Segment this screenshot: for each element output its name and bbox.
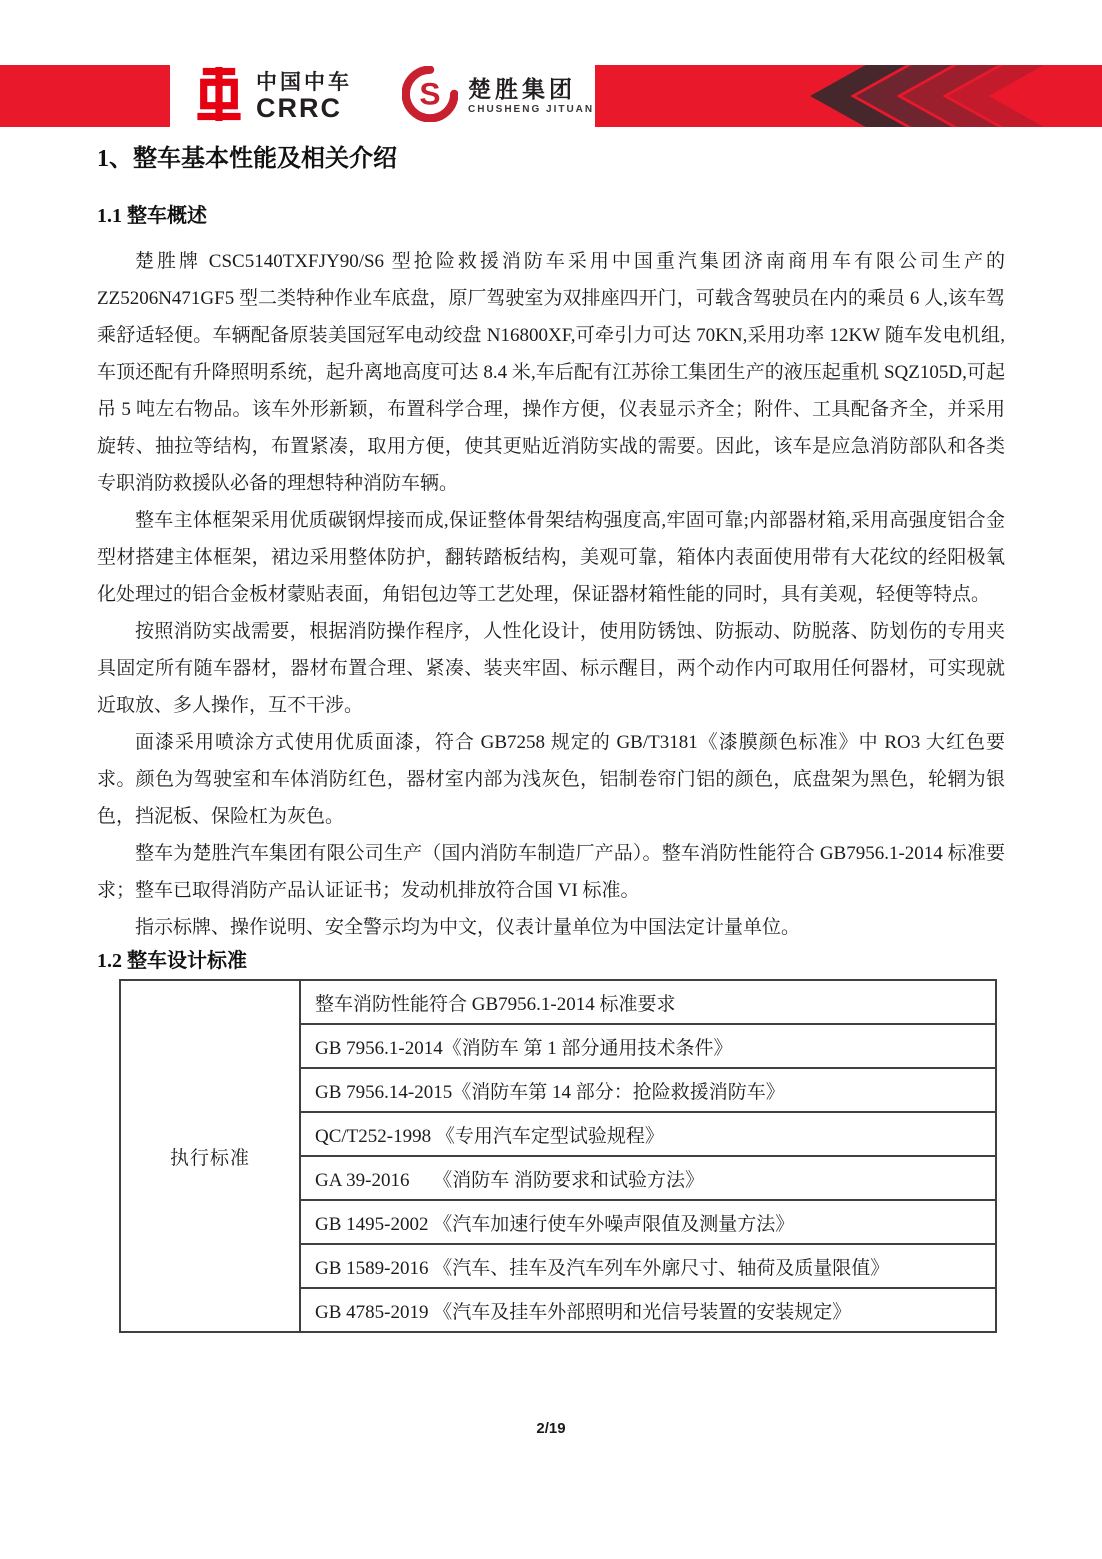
table-cell: QC/T252-1998 《专用汽车定型试验规程》: [300, 1112, 996, 1156]
table-cell: 整车消防性能符合 GB7956.1-2014 标准要求: [300, 980, 996, 1024]
standards-table: [119, 979, 997, 1333]
body-paragraph: 整车主体框架采用优质碳钢焊接而成,保证整体骨架结构强度高,牢固可靠;内部器材箱,采用高强度铝合金型材搭建主体框架，裙边采用整体防护，翻转踏板结构，美观可靠，箱体内表面使用带有大花纹的经阳极氧化处理过的铝合金板材蒙贴表面，角铝包边等工艺处理，保证器材箱性能的同时，具有美观，轻便等特点。: [97, 510, 1005, 605]
table-row-header: 执行标准: [120, 980, 300, 1332]
body-paragraph: 楚胜牌 CSC5140TXFJY90/S6 型抢险救援消防车采用中国重汽集团济南商用车有限公司生产的 ZZ5206N471GF5 型二类特种作业车底盘，原厂驾驶室为双排座四开门，可载含驾驶员在内的乘员 6 人,该车驾乘舒适轻便。车辆配备原装美国冠军电动绞盘 N16800XF,可牵引力可达 70KN,采用功率 12KW 随车发电机组,车顶还配有升降照明系统，起升离地高度可达 8.4 米,车后配有江苏徐工集团生产的液压起重机 SQZ105D,可起吊 5 吨左右物品。该车外形新颖，布置科学合理，操作方便，仪表显示齐全；附件、工具配备齐全，并采用旋转、抽拉等结构，布置紧凑，取用方便，使其更贴近消防实战的需要。因此，该车是应急消防部队和各类专职消防救援队必备的理想特种消防车辆。: [97, 251, 1005, 494]
section-heading-1-2: 1.2 整车设计标准: [97, 950, 247, 972]
section-heading-1-1: 1.1 整车概述: [97, 205, 207, 227]
body-paragraph: 指示标牌、操作说明、安全警示均为中文，仪表计量单位为中国法定计量单位。: [135, 917, 801, 938]
table-cell: GB 1495-2002 《汽车加速行使车外噪声限值及测量方法》: [300, 1200, 996, 1244]
chusheng-logo-icon: [402, 66, 458, 127]
page-number: 2/19: [536, 1420, 566, 1437]
table-cell: GB 7956.1-2014《消防车 第 1 部分通用技术条件》: [300, 1024, 996, 1068]
table-cell: GB 7956.14-2015《消防车第 14 部分：抢险救援消防车》: [300, 1068, 996, 1112]
crrc-logo-text-zh: 中国中车: [256, 70, 352, 94]
header-red-bar-right: [595, 65, 1102, 127]
table-row: [120, 980, 996, 1024]
table-cell: GB 1589-2016 《汽车、挂车及汽车列车外廓尺寸、轴荷及质量限值》: [300, 1244, 996, 1288]
header-red-bar-left: [0, 65, 170, 127]
crrc-logo: [192, 67, 352, 126]
body-paragraph: 面漆采用喷涂方式使用优质面漆，符合 GB7258 规定的 GB/T3181《漆膜颜色标准》中 RO3 大红色要求。颜色为驾驶室和车体消防红色，器材室内部为浅灰色，铝制卷帘门铝的颜色，底盘架为黑色，轮辋为银色，挡泥板、保险杠为灰色。: [97, 732, 1005, 827]
header-logo-strip: [170, 65, 595, 127]
document-body: [97, 141, 1005, 1333]
svg-text:S: S: [419, 74, 441, 111]
table-cell: GA 39-2016 《消防车 消防要求和试验方法》: [300, 1156, 996, 1200]
header-banner: [0, 65, 1102, 127]
crrc-logo-icon: [192, 67, 246, 126]
body-paragraph: 整车为楚胜汽车集团有限公司生产（国内消防车制造厂产品）。整车消防性能符合 GB7956.1-2014 标准要求；整车已取得消防产品认证证书；发动机排放符合国 VI 标准。: [97, 843, 1005, 901]
chusheng-logo-text-en: CHUSHENG JITUAN: [468, 104, 595, 115]
chusheng-logo: [402, 66, 594, 127]
crrc-logo-text-en: CRRC: [256, 92, 342, 123]
body-paragraph: 按照消防实战需要，根据消防操作程序，人性化设计，使用防锈蚀、防振动、防脱落、防划伤的专用夹具固定所有随车器材，器材布置合理、紧凑、装夹牢固、标示醒目，两个动作内可取用任何器材，可实现就近取放、多人操作，互不干涉。: [97, 621, 1005, 716]
chusheng-logo-text-zh: 楚胜集团: [468, 76, 576, 102]
chevrons-left-icon: [810, 65, 1090, 127]
page-title: 1、整车基本性能及相关介绍: [97, 146, 397, 172]
table-cell: GB 4785-2019 《汽车及挂车外部照明和光信号装置的安装规定》: [300, 1288, 996, 1332]
